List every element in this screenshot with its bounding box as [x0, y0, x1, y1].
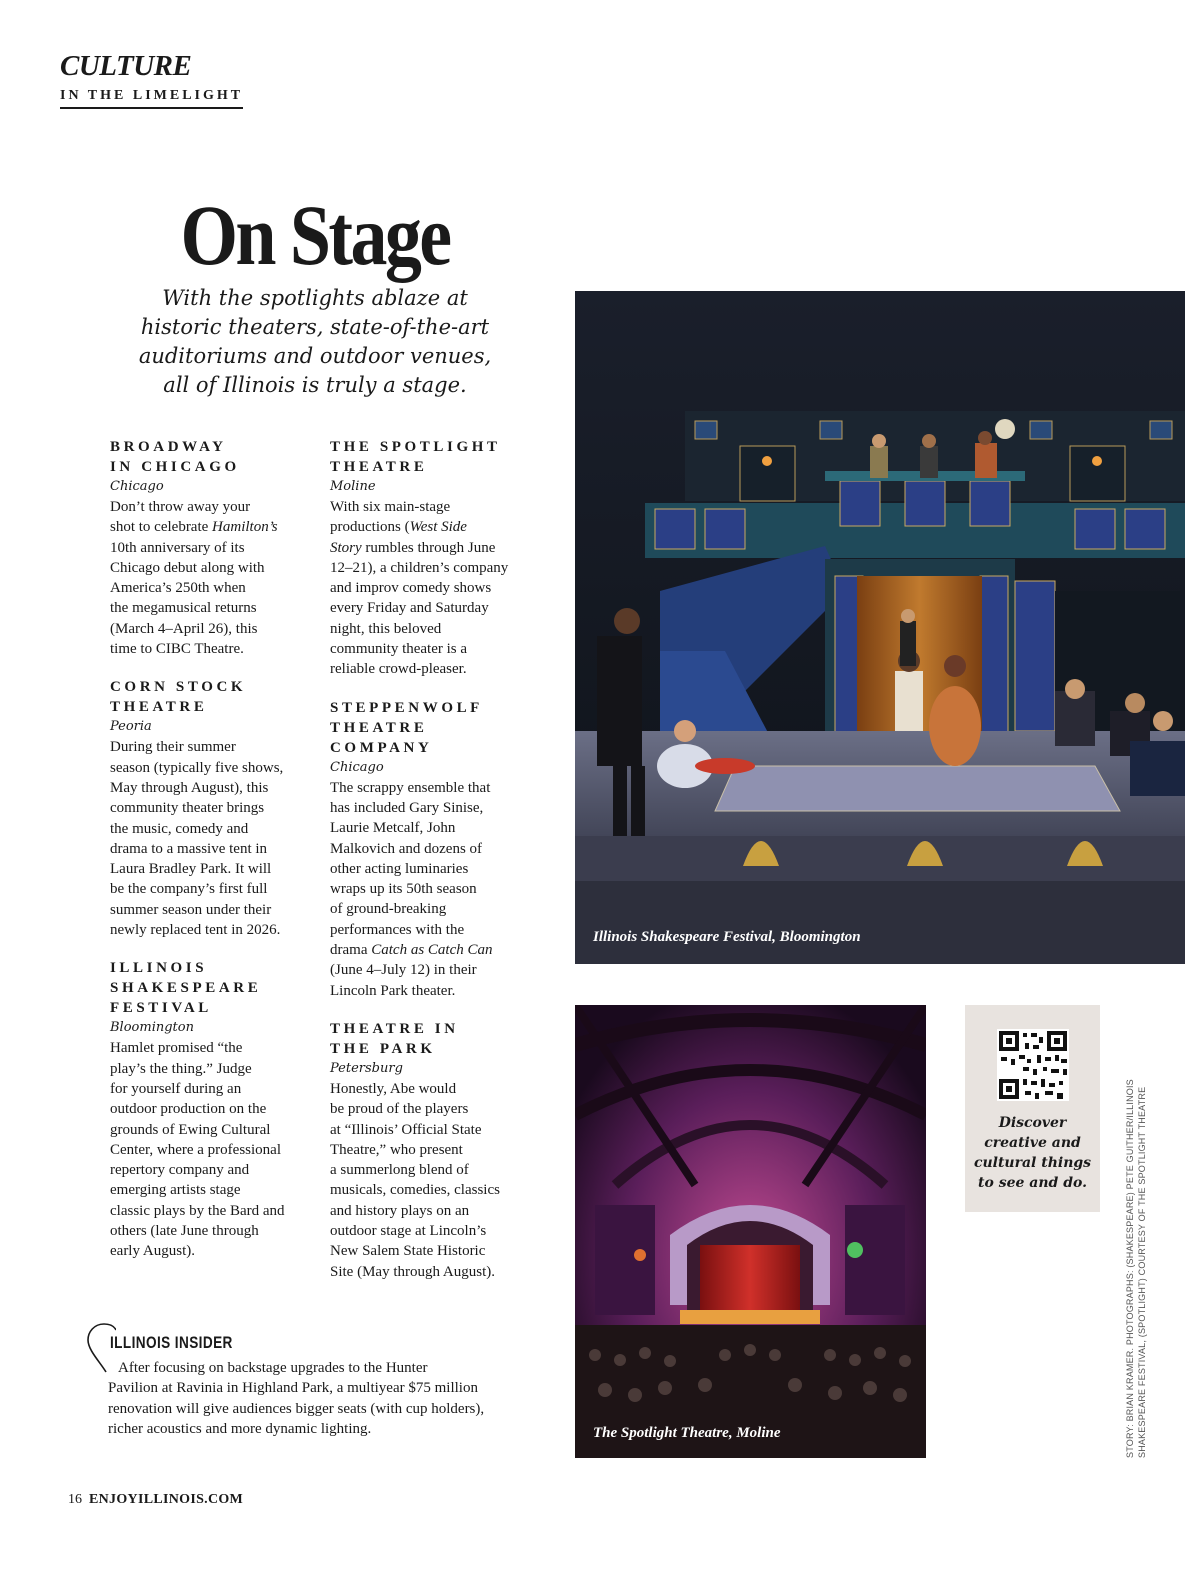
theatre-interior-image	[575, 1005, 926, 1458]
deck-line: auditoriums and outdoor venues,	[138, 344, 492, 368]
deck-line: historic theaters, state-of-the-art	[140, 315, 490, 339]
entry-heading: THEATRE IN THE PARK	[330, 1020, 459, 1057]
entry-corn-stock-theatre	[110, 677, 310, 940]
entry-illinois-shakespeare-festival	[110, 958, 310, 1261]
entry-body: Don’t throw away your shot to celebrate Hamilton’s 10th anniversary of its Chicago debut along with America’s 250th when the megamusical returns (March 4–April 26), this time to CIBC Theatre.	[110, 499, 278, 658]
entry-heading: BROADWAY IN CHICAGO	[110, 439, 240, 475]
entry-heading: CORN STOCK THEATRE	[110, 679, 247, 716]
secondary-photo-caption: The Spotlight Theatre, Moline	[593, 1425, 781, 1441]
entry-body: Hamlet promised “the play’s the thing.” Judge for yourself during an outdoor production on the grounds of Ewing Cultural Center, where a professional repertory company and emerging artists stage classic plays by the Bard and others (late June through early August).	[110, 1040, 285, 1260]
article-column-left	[110, 437, 310, 1280]
stage-scene-image	[575, 291, 1185, 964]
entry-heading: ILLINOIS SHAKESPEARE FESTIVAL	[110, 960, 262, 1017]
entry-broadway-in-chicago	[110, 437, 310, 659]
entry-theatre-in-the-park	[330, 1019, 530, 1282]
photo-credits: STORY: BRIAN KRAMER. PHOTOGRAPHS: (SHAKESPEARE) PETE GUITHER/ILLINOIS SHAKESPEARE FESTIVAL, (SPOTLIGHT) COURTESY OF THE SPOTLIGHT THEATRE	[1125, 1079, 1147, 1458]
entry-body: Honestly, Abe would be proud of the players at “Illinois’ Official State Theatre,” who present a summerlong blend of musicals, comedies, classics and history plays on an outdoor stage at Lincoln’s New Salem State Historic Site (May through August).	[330, 1080, 500, 1280]
page-footer	[68, 1492, 243, 1508]
insider-heading: ILLINOIS INSIDER	[110, 1333, 233, 1352]
qr-code-box[interactable]	[965, 1005, 1100, 1212]
entry-body: With six main-stage productions (West Side Story rumbles through June 12–21), a children’s company and improv comedy shows every Friday and Saturday night, this beloved community theater is a reliable crowd-pleaser.	[330, 499, 509, 678]
entry-location: Chicago	[110, 479, 164, 494]
page-number: 16	[68, 1492, 82, 1507]
entry-location: Petersburg	[330, 1060, 403, 1076]
insider-body: After focusing on backstage upgrades to the Hunter Pavilion at Ravinia in Highland Park, a multiyear $75 million renovation will give audiences bigger seats (with cup holders), richer acoustics and more dynamic lighting.	[108, 1360, 485, 1437]
qr-caption: Discover creative and cultural things to see and do.	[973, 1115, 1092, 1191]
entry-heading: THE SPOTLIGHT THEATRE	[330, 439, 501, 475]
subsection-label: IN THE LIMELIGHT	[60, 88, 243, 109]
article-column-right	[330, 437, 530, 1300]
section-label: CULTURE	[60, 50, 192, 82]
deck-line: With the spotlights ablaze at	[162, 286, 468, 310]
entry-the-spotlight-theatre	[330, 437, 530, 680]
deck	[110, 284, 520, 400]
entry-steppenwolf-theatre-company	[330, 698, 530, 1001]
main-photo-caption: Illinois Shakespeare Festival, Bloomington	[593, 929, 861, 945]
deck-line: all of Illinois is truly a stage.	[163, 373, 467, 397]
entry-location: Peoria	[110, 719, 152, 735]
page-title: On Stage	[180, 187, 450, 283]
spotlight-theatre-photo	[575, 1005, 926, 1458]
entry-heading: STEPPENWOLF THEATRE COMPANY	[330, 699, 483, 756]
shakespeare-festival-photo	[575, 291, 1185, 964]
entry-location: Chicago	[330, 759, 384, 775]
website-link[interactable]: ENJOYILLINOIS.COM	[89, 1492, 244, 1507]
entry-location: Bloomington	[110, 1020, 194, 1036]
entry-location: Moline	[330, 479, 376, 494]
qr-code-icon[interactable]	[997, 1029, 1069, 1101]
entry-body: During their summer season (typically five shows, May through August), this community theater brings the music, comedy and drama to a massive tent in Laura Bradley Park. It will be the company’s first full summer season under their newly replaced tent in 2026.	[110, 739, 284, 939]
entry-body: The scrappy ensemble that has included Gary Sinise, Laurie Metcalf, John Malkovich and dozens of other acting luminaries wraps up its 50th season of ground-breaking performances with the drama Catch as Catch Can (June 4–July 12) in their Lincoln Park theater.	[330, 779, 493, 999]
